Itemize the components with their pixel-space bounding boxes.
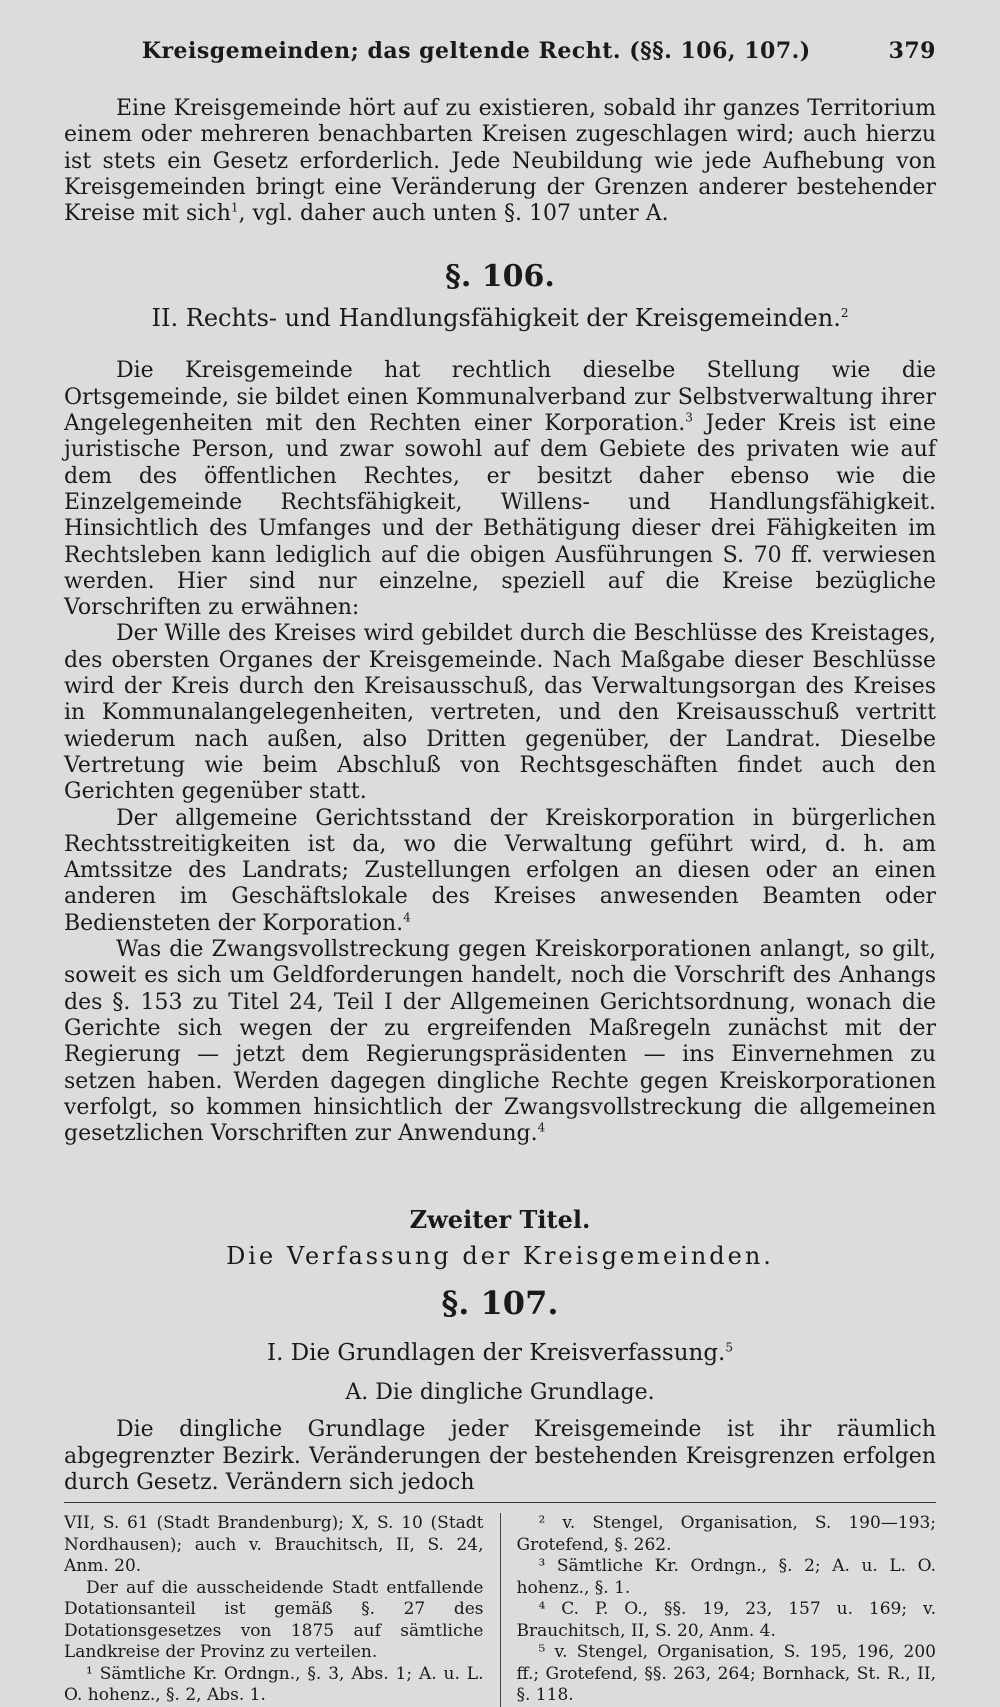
footnote-ref: 4 xyxy=(537,1120,546,1135)
title-heading: Zweiter Titel. xyxy=(409,1205,591,1235)
footnote-1: ¹ Sämtliche Kr. Ordngn., §. 3, Abs. 1; A. u. L. O. hohenz., §. 2, Abs. 1. xyxy=(64,1663,484,1706)
footnote-ref: 3 xyxy=(685,410,693,425)
section-106-paragraph-1: Die Kreisgemeinde hat rechtlich dieselbe Stellung wie die Ortsgemeinde, sie bildet einen Kommunalverband zur Selbstverwaltung ihrer Angelegenheiten mit den Rechten einer Korporation.$^3$ Jeder Kreis ist eine juristische Person, und zwar sowohl auf dem Gebiete des privaten wie auf dem des öffentlichen Rechtes, er besitzt daher ebenso wie die Einzelgemeinde Rechtsfähigkeit, Willens- und Handlungsfähigkeit. Hinsichtlich des Umfanges und der Bethätigung dieser drei Fähigkeiten im Rechtsleben kann lediglich auf die obigen Ausführungen S. 70 ff. verwiesen werden. Hier sind nur einzelne, speziell auf die Kreise bezügliche Vorschriften zu erwähnen: xyxy=(64,358,936,621)
footnote-5: ⁵ v. Stengel, Organisation, S. 195, 196, 200 ff.; Grotefend, §§. 263, 264; Bornhack, St. R., II, §. 118. xyxy=(516,1642,936,1706)
footnote-continuation: VII, S. 61 (Stadt Brandenburg); X, S. 10 (Stadt Nordhausen); auch v. Brauchitsch, II, S. 24, Anm. 20. xyxy=(64,1513,484,1577)
footnote-ref: 1 xyxy=(230,200,239,215)
footnote-4: ⁴ C. P. O., §§. 19, 23, 157 u. 169; v. Brauchitsch, II, S. 20, Anm. 4. xyxy=(516,1599,936,1641)
header-title: Kreisgemeinden; das geltende Recht. (§§. 106, 107.) xyxy=(141,38,811,64)
footnote-continuation: Der auf die ausscheidende Stadt entfallende Dotationsanteil ist gemäß §. 27 des Dotationsgesetzes von 1875 auf sämtliche Landkreise der Provinz zu verteilen. xyxy=(64,1577,484,1663)
section-106-number: §. 106. xyxy=(445,259,555,295)
section-106-paragraph-2: Der Wille des Kreises wird gebildet durch die Beschlüsse des Kreistages, des obersten Organes der Kreisgemeinde. Nach Maßgabe dieser Beschlüsse wird der Kreis durch den Kreisausschuß, das Verwaltungsorgan des Kreises in Kommunalangelegenheiten, vertreten, und den Kreisausschuß vertritt wiederum nach außen, also Dritten gegenüber, der Landrat. Dieselbe Vertretung wie beim Abschluß von Rechtsgeschäften findet auch den Gerichten gegenüber statt. xyxy=(64,621,936,805)
section-106-paragraph-4: Was die Zwangsvollstreckung gegen Kreiskorporationen anlangt, so gilt, soweit es sich um Geldforderungen handelt, noch die Vorschrift des Anhangs des §. 153 zu Titel 24, Teil I der Allgemeinen Gerichtsordnung, wonach die Gerichte sich wegen der zu ergreifenden Maßregeln zunächst mit der Regierung — jetzt dem Regierungspräsidenten — ins Einvernehmen zu setzen haben. Werden dagegen dingliche Rechte gegen Kreiskorporationen verfolgt, so kommen hinsichtlich der Zwangsvollstreckung die allgemeinen gesetzlichen Vorschriften zur Anwendung.$^4$ xyxy=(64,937,936,1147)
footnote-ref: 5 xyxy=(725,1340,733,1355)
section-107-number: §. 107. xyxy=(441,1284,559,1323)
section-106-paragraph-3: Der allgemeine Gerichtsstand der Kreiskorporation in bürgerlichen Rechtsstreitigkeiten ist da, wo die Verwaltung geführt wird, d. h. am Amtssitze des Landrats; Zustellungen erfolgen an diesen oder an einen anderen im Geschäftslokale des Kreises anwesenden Beamten oder Bediensteten der Korporation.$^4$ xyxy=(64,805,936,936)
footnotes-left-column xyxy=(64,1513,500,1707)
footnote-divider xyxy=(64,1502,936,1503)
footnotes xyxy=(64,1513,936,1707)
running-header xyxy=(64,38,936,64)
footnote-3: ³ Sämtliche Kr. Ordngn., §. 2; A. u. L. O. hohenz., §. 1. xyxy=(516,1556,936,1598)
footnote-ref: 4 xyxy=(403,910,411,925)
footnotes-right-column xyxy=(500,1513,937,1707)
footnote-ref: 2 xyxy=(840,306,849,321)
intro-paragraph: Eine Kreisgemeinde hört auf zu existieren, sobald ihr ganzes Territorium einem oder mehreren benachbarten Kreisen zugeschlagen wird; auch hierzu ist stets ein Gesetz erforderlich. Jede Neubildung wie jede Aufhebung von Kreisgemeinden bringt eine Veränderung der Grenzen anderer bestehender Kreise mit sich$^1$, vgl. daher auch unten §. 107 unter A. xyxy=(64,96,936,227)
section-106-heading: II. Rechts- und Handlungsfähigkeit der Kreisgemeinden.$^2$ xyxy=(151,304,849,333)
title-subheading: Die Verfassung der Kreisgemeinden. xyxy=(226,1242,774,1271)
section-107-paragraph-1: Die dingliche Grundlage jeder Kreisgemeinde ist ihr räumlich abgegrenzter Bezirk. Veränderungen der bestehenden Kreisgrenzen erfolgen durch Gesetz. Verändern sich jedoch xyxy=(64,1417,936,1495)
section-107-subheading: A. Die dingliche Grundlage. xyxy=(345,1380,655,1406)
footnote-2: ² v. Stengel, Organisation, S. 190—193; Grotefend, §. 262. xyxy=(516,1513,936,1555)
page-number: 379 xyxy=(888,38,936,64)
section-107-heading: I. Die Grundlagen der Kreisverfassung.$^5$ xyxy=(267,1340,733,1367)
